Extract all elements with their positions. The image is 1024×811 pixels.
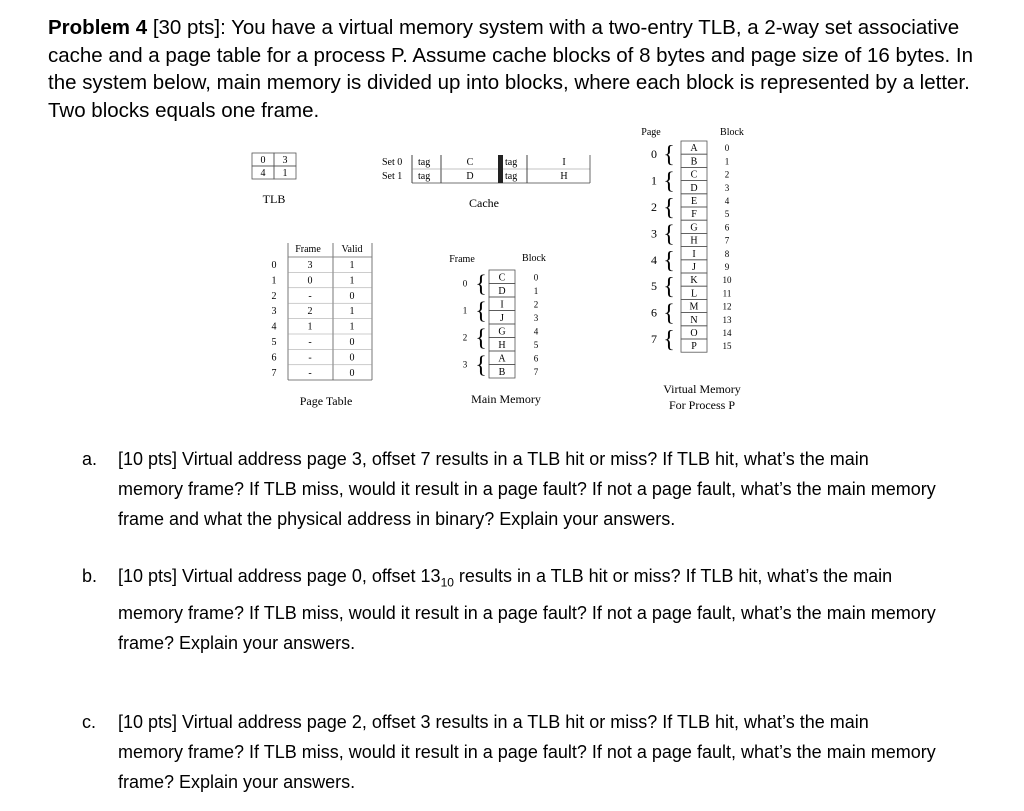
virtual-memory-cell-letter: L xyxy=(690,288,698,300)
virtual-memory-label-line1: Virtual Memory xyxy=(663,382,741,396)
cache-block: H xyxy=(560,171,568,182)
brace-icon: { xyxy=(663,168,675,195)
brace-icon: { xyxy=(663,300,675,327)
page-table-frame: 2 xyxy=(307,306,313,318)
virtual-memory-cell-letter: E xyxy=(690,196,698,207)
brace-icon: { xyxy=(663,221,675,248)
virtual-memory-block-number: 9 xyxy=(724,262,730,272)
virtual-memory-block-number: 10 xyxy=(722,275,732,286)
virtual-memory-cell-letter: C xyxy=(690,169,698,181)
virtual-memory-cell-letter: D xyxy=(690,182,698,194)
brace-icon: { xyxy=(475,352,487,379)
question-text-part: [10 pts] Virtual address page 0, offset 13 xyxy=(118,566,441,586)
page-table-valid: 1 xyxy=(349,275,355,287)
main-memory-cell-letter: A xyxy=(498,353,506,365)
page-table-header-frame: Frame xyxy=(295,244,321,255)
virtual-memory-header-block: Block xyxy=(720,127,744,138)
question-subscript: 10 xyxy=(440,575,454,590)
main-memory-cell-letter: J xyxy=(500,313,504,324)
virtual-memory-header-page: Page xyxy=(641,127,661,138)
virtual-memory-page-number: 0 xyxy=(651,147,657,162)
tlb-label: TLB xyxy=(262,192,286,206)
page-table-frame: 0 xyxy=(307,275,313,287)
main-memory-frame-number: 3 xyxy=(462,359,468,370)
cache-block: I xyxy=(562,157,566,168)
cache-tag: tag xyxy=(505,171,518,182)
virtual-memory-block-number: 12 xyxy=(722,301,732,312)
virtual-memory xyxy=(641,127,744,412)
question-text xyxy=(118,561,938,658)
page-table-index: 7 xyxy=(271,367,277,379)
page-table-index: 6 xyxy=(271,352,277,364)
virtual-memory-cell-letter: N xyxy=(690,314,698,326)
problem-heading: Problem 4 xyxy=(48,16,148,39)
virtual-memory-cell-letter: G xyxy=(690,222,698,234)
virtual-memory-block-number: 8 xyxy=(724,248,730,259)
page-table-valid: 0 xyxy=(349,290,355,302)
brace-icon: { xyxy=(663,274,675,301)
main-memory-cells xyxy=(463,270,539,379)
page-table-header-valid: Valid xyxy=(341,244,363,255)
virtual-memory-cell-letter: P xyxy=(691,341,697,353)
main-memory-cell-letter: C xyxy=(498,272,506,284)
virtual-memory-block-number: 7 xyxy=(724,235,730,246)
virtual-memory-cell-letter: M xyxy=(689,301,699,313)
page-table-frame: - xyxy=(308,367,312,379)
page-table xyxy=(272,243,373,408)
brace-icon: { xyxy=(663,247,675,274)
cache-block: C xyxy=(466,157,474,168)
cache-set-label: Set 1 xyxy=(382,171,403,182)
page-table-valid: 1 xyxy=(349,306,355,318)
virtual-memory-cell-letter: B xyxy=(690,156,698,168)
page-table-valid: 1 xyxy=(349,321,355,333)
page-table-index: 1 xyxy=(271,275,277,287)
page-table-index: 5 xyxy=(271,337,277,348)
problem-text: You have a virtual memory system with a two-entry TLB, a 2-way set associative cache and a page table for a process P. Assume cache blocks of 8 bytes and page size of 16 bytes. In the system below, main memory is divided up into blocks, where each block is represented by a letter. Two blocks equals one frame. xyxy=(48,16,973,122)
main-memory-cell-letter: I xyxy=(500,299,504,311)
page-table-frame: - xyxy=(308,337,312,348)
main-memory-block-number: 5 xyxy=(533,340,539,350)
virtual-memory-block-number: 5 xyxy=(724,209,730,220)
main-memory-frame-number: 1 xyxy=(462,305,468,316)
virtual-memory-page-number: 1 xyxy=(651,173,657,188)
virtual-memory-block-number: 13 xyxy=(722,314,732,325)
brace-icon: { xyxy=(663,142,675,169)
page-table-label: Page Table xyxy=(299,394,353,408)
tlb-value: 3 xyxy=(282,155,288,166)
virtual-memory-page-number: 7 xyxy=(651,332,657,346)
question-text-part: results in a TLB hit or miss? If TLB hit, what’s the main memory frame? If TLB miss, would it result in a page fault? If not a page fault, what’s the main memory frame? Explain your answers. xyxy=(118,566,936,653)
virtual-memory-page-number: 6 xyxy=(651,305,657,320)
cache-tag: tag xyxy=(418,171,431,182)
virtual-memory-cell-letter: J xyxy=(692,262,696,273)
brace-icon: { xyxy=(475,325,487,352)
tlb-value: 1 xyxy=(282,168,288,179)
virtual-memory-block-number: 11 xyxy=(722,288,732,299)
cache-tag: tag xyxy=(418,157,431,168)
main-memory-cell-letter: D xyxy=(498,286,506,297)
page-table-index: 0 xyxy=(271,260,277,271)
page-table-valid: 0 xyxy=(349,337,355,348)
question-letter: a. xyxy=(82,449,98,469)
main-memory-cell-letter: H xyxy=(498,340,506,351)
page-table-index: 3 xyxy=(271,306,277,318)
brace-icon: { xyxy=(663,327,675,353)
virtual-memory-page-number: 3 xyxy=(651,226,657,241)
virtual-memory-cell-letter: H xyxy=(690,235,698,247)
virtual-memory-cell-letter: O xyxy=(690,328,698,339)
virtual-memory-page-number: 5 xyxy=(651,279,657,294)
page-table-frame: 1 xyxy=(307,321,313,333)
virtual-memory-block-number: 6 xyxy=(724,222,730,233)
main-memory-block-number: 7 xyxy=(533,367,539,377)
main-memory-frame-number: 2 xyxy=(462,332,468,343)
virtual-memory-block-number: 0 xyxy=(724,143,730,154)
question-letter: b. xyxy=(82,566,98,586)
problem-points: [30 pts]: xyxy=(152,16,226,39)
page-table-index: 2 xyxy=(271,290,277,302)
virtual-memory-cell-letter: K xyxy=(690,275,698,287)
brace-icon: { xyxy=(663,195,675,221)
tlb xyxy=(252,153,296,206)
main-memory-block-number: 1 xyxy=(533,286,539,296)
brace-icon: { xyxy=(475,298,487,325)
virtual-memory-page-number: 2 xyxy=(651,200,657,214)
page-table-frame: - xyxy=(308,352,312,364)
cache-tag: tag xyxy=(505,157,518,168)
main-memory-header-frame: Frame xyxy=(449,254,475,265)
virtual-memory-block-number: 3 xyxy=(724,182,730,193)
main-memory-block-number: 2 xyxy=(533,299,539,310)
cache-label: Cache xyxy=(469,196,499,210)
page-table-valid: 0 xyxy=(349,352,355,364)
virtual-memory-cell-letter: A xyxy=(690,143,698,155)
cache-set-label: Set 0 xyxy=(382,157,403,168)
main-memory-block-number: 3 xyxy=(533,313,539,323)
question-text: [10 pts] Virtual address page 2, offset 3 results in a TLB hit or miss? If TLB hit, what’s the main memory frame? If TLB miss, would it result in a page fault? If not a page fault, what’s the main memory frame? Explain your answers. xyxy=(118,712,936,792)
main-memory-cell-letter: B xyxy=(498,367,506,378)
cache xyxy=(382,155,590,210)
brace-icon: { xyxy=(475,271,487,298)
virtual-memory-block-number: 14 xyxy=(722,328,732,338)
virtual-memory-cells xyxy=(651,141,732,353)
tlb-value: 0 xyxy=(260,155,266,166)
page-table-index: 4 xyxy=(271,321,277,333)
cache-block: D xyxy=(466,171,474,182)
virtual-memory-label-line2: For Process P xyxy=(668,398,736,412)
virtual-memory-block-number: 1 xyxy=(724,156,730,167)
page-table-frame: 3 xyxy=(307,260,313,271)
page-table-valid: 1 xyxy=(349,260,355,271)
main-memory-label: Main Memory xyxy=(471,392,541,406)
virtual-memory-page-number: 4 xyxy=(651,252,657,267)
page-table-rows xyxy=(272,257,373,379)
main-memory-block-number: 4 xyxy=(533,326,539,337)
virtual-memory-block-number: 4 xyxy=(724,196,730,206)
virtual-memory-block-number: 2 xyxy=(724,169,730,180)
question-text: [10 pts] Virtual address page 3, offset 7 results in a TLB hit or miss? If TLB hit, what’s the main memory frame? If TLB miss, would it result in a page fault? If not a page fault, what’s the main memory frame and what the physical address in binary? Explain your answers. xyxy=(118,449,936,529)
virtual-memory-cell-letter: I xyxy=(692,248,696,260)
main-memory-cell-letter: G xyxy=(498,326,506,338)
main-memory-block-number: 6 xyxy=(533,353,539,364)
main-memory-header-block: Block xyxy=(522,253,546,264)
page-table-frame: - xyxy=(308,290,312,302)
main-memory-block-number: 0 xyxy=(533,272,539,283)
tlb-value: 4 xyxy=(260,168,266,179)
main-memory-frame-number: 0 xyxy=(462,278,468,289)
virtual-memory-cell-letter: F xyxy=(691,209,697,221)
question-letter: c. xyxy=(82,712,97,732)
virtual-memory-block-number: 15 xyxy=(722,341,732,352)
main-memory xyxy=(449,253,546,406)
page-table-valid: 0 xyxy=(349,367,355,379)
